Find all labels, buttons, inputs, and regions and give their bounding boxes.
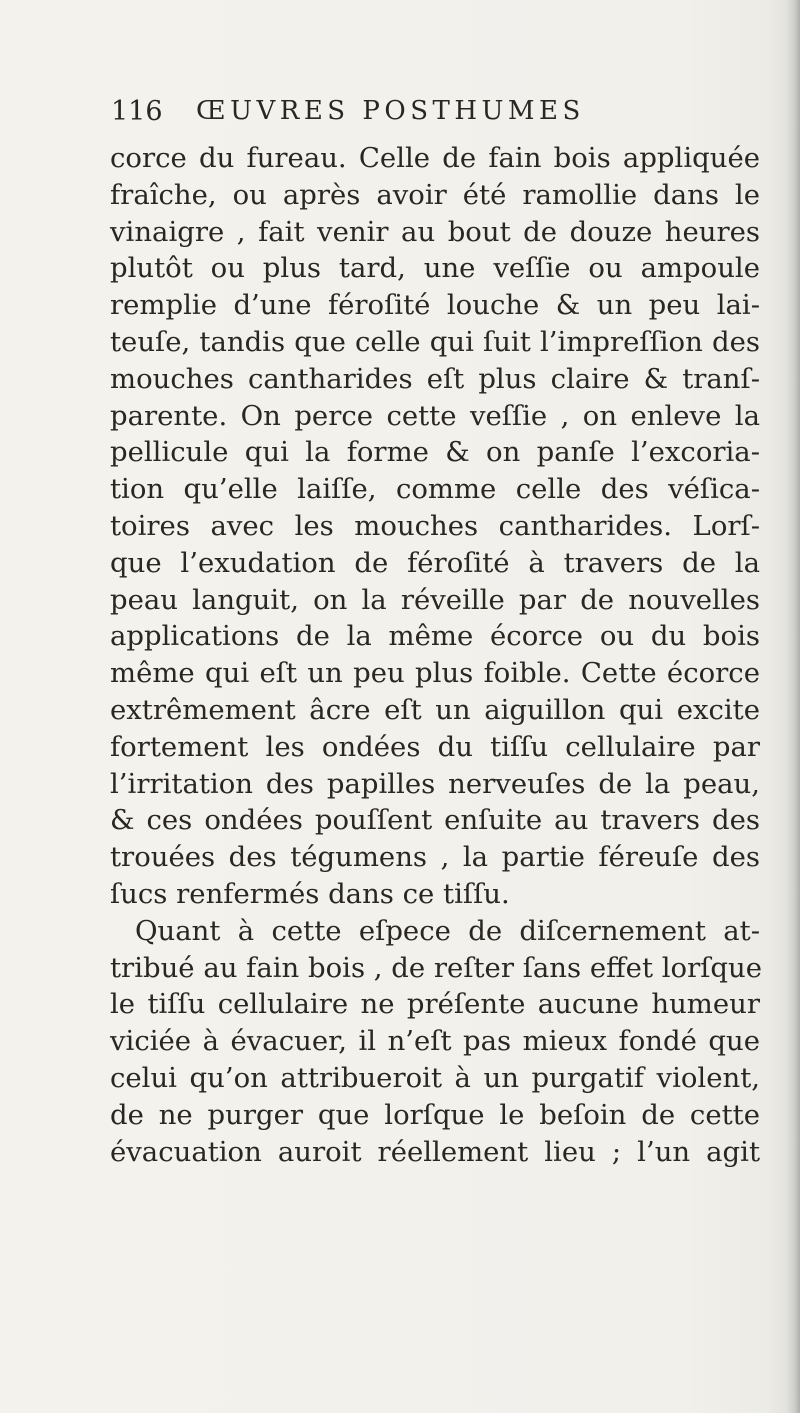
text-line: celui qu’on attribueroit à un purgatif violent, xyxy=(110,1061,760,1094)
text-line-paragraph-end: ſucs renfermés dans ce tiſſu. xyxy=(110,877,510,910)
text-line: vinaigre , fait venir au bout de douze heures xyxy=(110,215,760,248)
running-head: ŒUVRES POSTHUMES xyxy=(196,96,585,126)
text-line: corce du fureau. Celle de fain bois appliquée xyxy=(110,142,760,174)
body-text xyxy=(110,140,760,1170)
text-line: plutôt ou plus tard, une veſſie ou ampoule xyxy=(110,252,760,285)
text-line: de ne purger que lorſque le beſoin de cette xyxy=(110,1098,760,1131)
text-line: fortement les ondées du tiſſu cellulaire par xyxy=(110,730,760,763)
page-header xyxy=(111,96,761,136)
text-line: extrêmement âcre eſt un aiguillon qui excite xyxy=(110,693,760,726)
text-line: & ces ondées pouſſent enſuite au travers des xyxy=(110,804,760,837)
text-line: tribué au fain bois , de reſter ſans effet lorſque xyxy=(110,951,762,984)
text-line: viciée à évacuer, il n’eſt pas mieux fondé que xyxy=(110,1025,760,1058)
text-line-paragraph-start: Quant à cette eſpece de diſcernement at- xyxy=(135,914,760,947)
page-number: 116 xyxy=(111,96,163,127)
text-line: fraîche, ou après avoir été ramollie dans le xyxy=(110,178,760,211)
text-line: peau languit, on la réveille par de nouvelles xyxy=(110,583,760,616)
text-line: tion qu’elle laiſſe, comme celle des véſica- xyxy=(110,473,760,506)
text-line: le tiſſu cellulaire ne préſente aucune humeur xyxy=(110,988,760,1021)
text-line: applications de la même écorce ou du bois xyxy=(110,620,760,653)
text-line: remplie d’une féroſité louche & un peu lai- xyxy=(110,289,760,322)
text-line: mouches cantharides eſt plus claire & tranſ- xyxy=(110,362,760,395)
page-edge-shadow xyxy=(786,0,800,1413)
text-line: évacuation auroit réellement lieu ; l’un agit xyxy=(110,1135,760,1168)
text-line: toires avec les mouches cantharides. Lorſ- xyxy=(110,509,760,542)
text-line: trouées des tégumens , la partie féreuſe des xyxy=(110,841,760,874)
text-line: parente. On perce cette veſſie , on enleve la xyxy=(110,399,760,432)
text-line: même qui eſt un peu plus foible. Cette écorce xyxy=(110,657,760,690)
text-line: pellicule qui la forme & on panſe l’excoria- xyxy=(110,436,760,469)
text-line: l’irritation des papilles nerveuſes de la peau, xyxy=(110,767,760,800)
text-line: que l’exudation de féroſité à travers de la xyxy=(110,546,760,579)
text-line: teuſe, tandis que celle qui ſuit l’impreſſion des xyxy=(110,325,760,358)
